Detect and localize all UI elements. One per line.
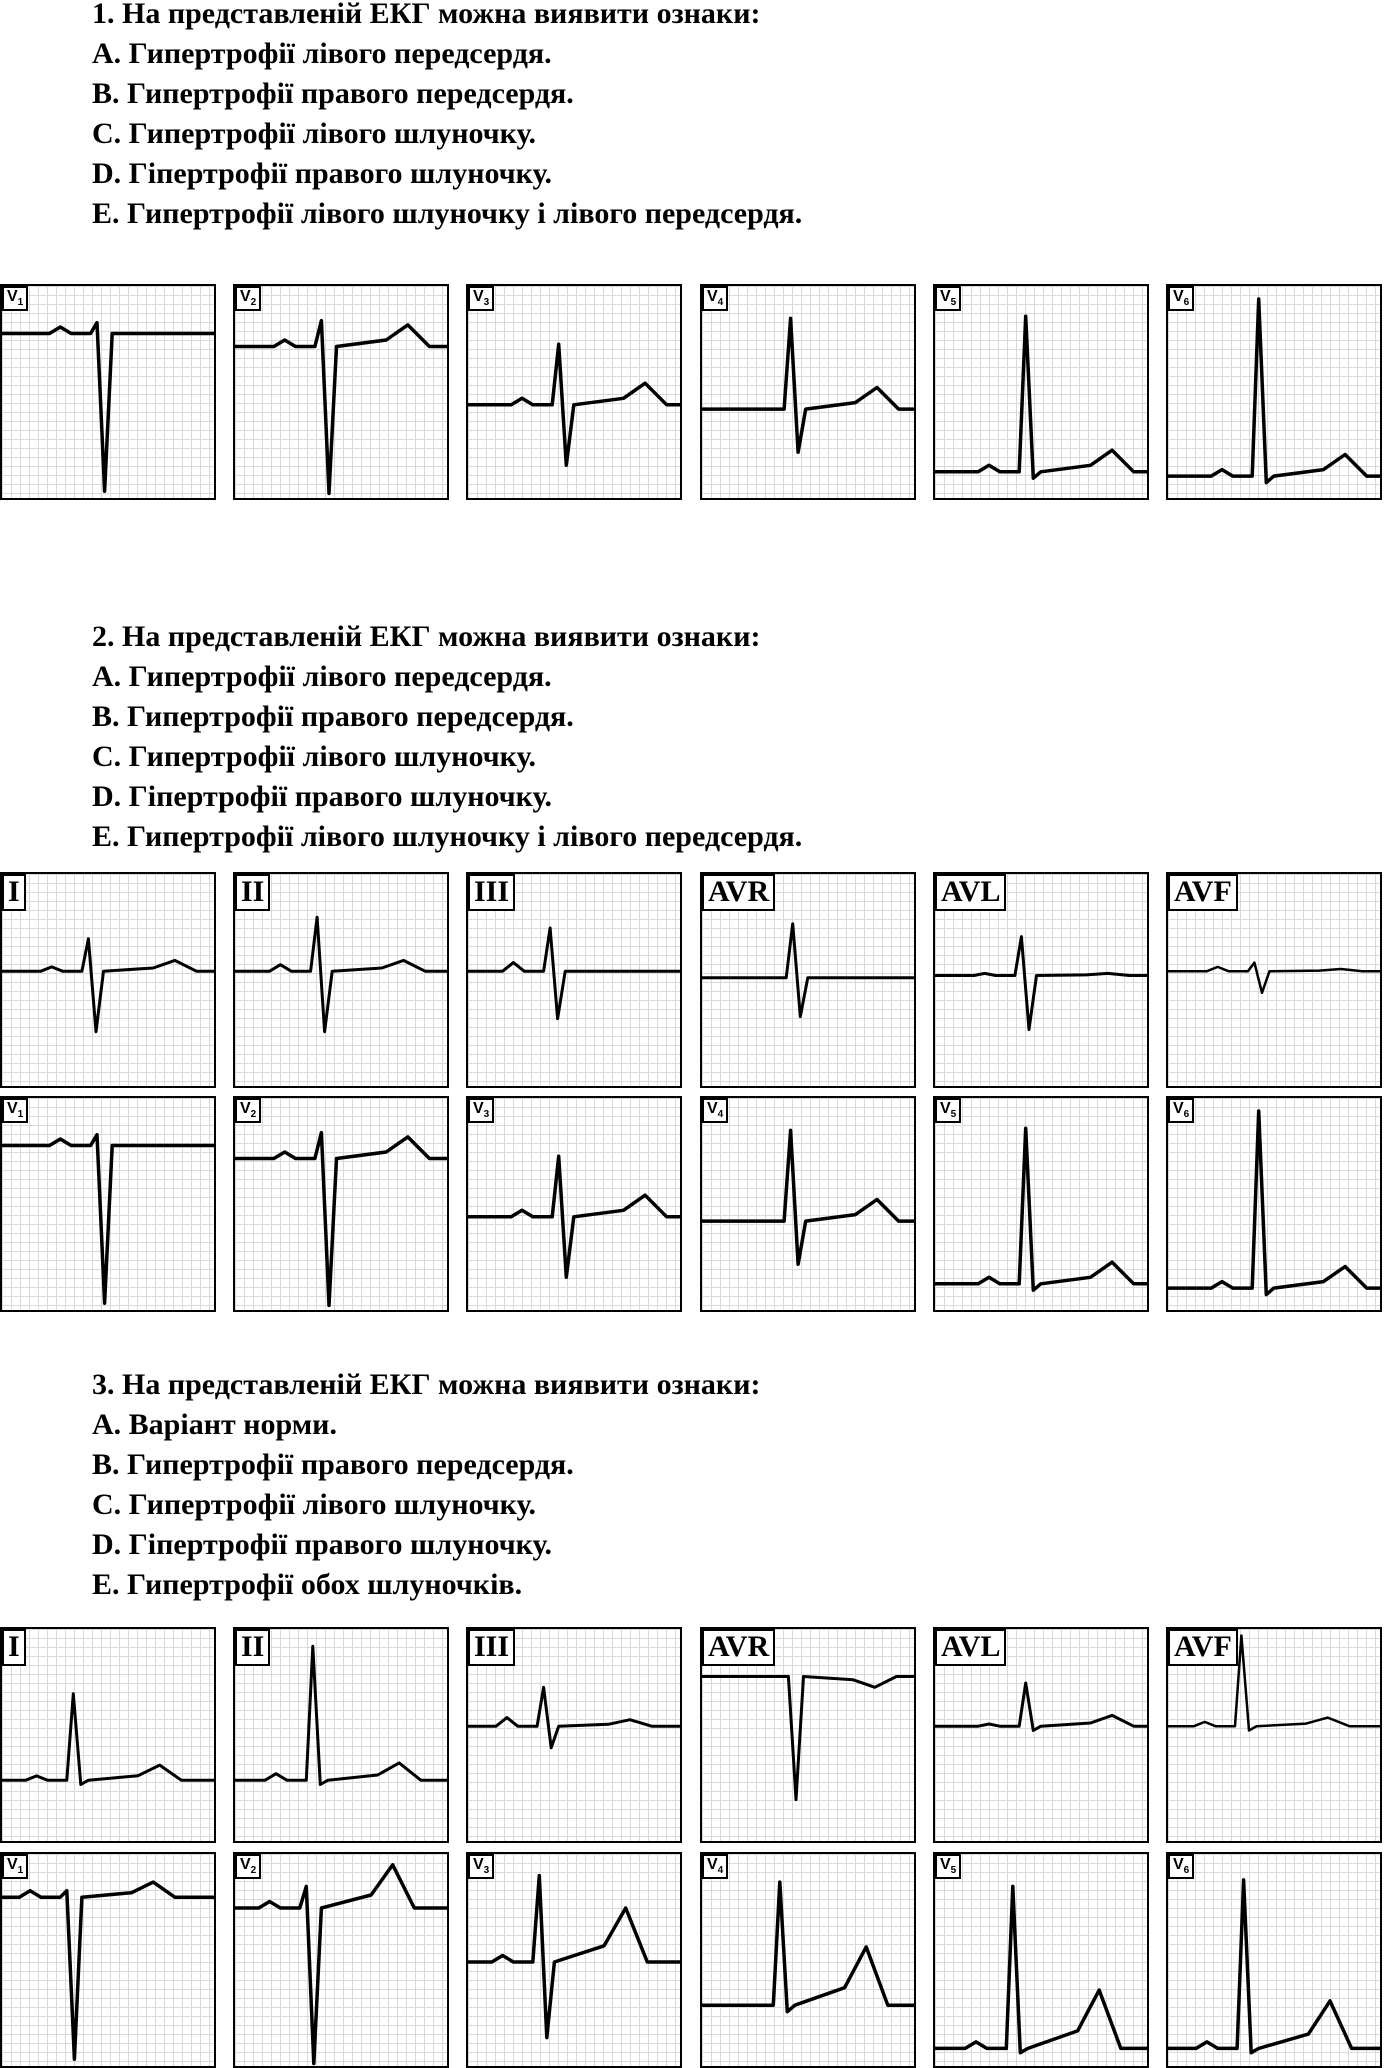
answer-option-e: E. Гипертрофії лівого шлуночку і лівого передсердя. — [92, 197, 803, 230]
lead-name: V — [940, 1856, 951, 1873]
lead-index: 4 — [717, 297, 724, 309]
lead-index: 1 — [17, 297, 24, 309]
lead-name: AVR — [708, 875, 770, 908]
ecg-trace — [468, 1854, 682, 2068]
ecg-trace — [2, 1629, 216, 1843]
lead-index: 4 — [717, 1865, 724, 1877]
ecg-lead-v5 — [933, 1852, 1149, 2068]
ecg-lead-v3 — [466, 1096, 682, 1312]
lead-name: AVF — [1174, 875, 1232, 908]
lead-name: III — [474, 875, 510, 908]
lead-name: V — [240, 288, 251, 305]
ecg-waveform — [468, 928, 682, 1019]
lead-index: 6 — [1183, 1109, 1190, 1121]
lead-label — [468, 874, 515, 911]
lead-name: V — [473, 1856, 484, 1873]
lead-index: 6 — [1183, 297, 1190, 309]
ecg-lead-v2 — [233, 1852, 449, 2068]
ecg-trace — [235, 286, 449, 500]
ecg-waveform — [702, 318, 916, 452]
lead-label — [1168, 1854, 1194, 1879]
ecg-trace — [935, 1854, 1149, 2068]
ecg-lead-avl — [933, 872, 1149, 1088]
lead-name: V — [1173, 1856, 1184, 1873]
ecg-lead-v2 — [233, 1096, 449, 1312]
ecg-lead-v6 — [1166, 1096, 1382, 1312]
lead-name: V — [473, 288, 484, 305]
ecg-trace — [468, 1098, 682, 1312]
lead-index: 1 — [17, 1109, 24, 1121]
ecg-trace — [235, 1098, 449, 1312]
lead-name: V — [240, 1856, 251, 1873]
ecg-waveform — [235, 321, 449, 494]
lead-label — [2, 874, 26, 911]
question-title: 3. На представленій ЕКГ можна виявити ознаки: — [92, 1368, 761, 1401]
lead-name: II — [241, 1630, 265, 1663]
lead-label — [1168, 286, 1194, 311]
ecg-waveform — [935, 1886, 1149, 2052]
lead-name: V — [707, 1100, 718, 1117]
lead-name: V — [473, 1100, 484, 1117]
lead-index: 6 — [1183, 1865, 1190, 1877]
lead-index: 2 — [250, 297, 257, 309]
ecg-trace — [935, 286, 1149, 500]
ecg-waveform — [2, 323, 216, 492]
ecg-waveform — [235, 1133, 449, 1306]
lead-index: 4 — [717, 1109, 724, 1121]
ecg-lead-v6 — [1166, 1852, 1382, 2068]
ecg-waveform — [1168, 1111, 1382, 1295]
lead-index: 5 — [950, 297, 957, 309]
answer-option-d: D. Гіпертрофії правого шлуночку. — [92, 1528, 552, 1561]
ecg-lead-v5 — [933, 284, 1149, 500]
ecg-lead-ii — [233, 872, 449, 1088]
ecg-waveform — [2, 1882, 216, 2059]
ecg-waveform — [935, 1683, 1149, 1731]
ecg-lead-v5 — [933, 1096, 1149, 1312]
lead-name: V — [7, 288, 18, 305]
ecg-waveform — [702, 924, 916, 1017]
ecg-waveform — [2, 1694, 216, 1785]
lead-index: 1 — [17, 1865, 24, 1877]
lead-label — [235, 286, 261, 311]
ecg-waveform — [1168, 1880, 1382, 2053]
answer-option-e: E. Гипертрофії обох шлуночків. — [92, 1568, 523, 1601]
ecg-lead-v2 — [233, 284, 449, 500]
ecg-lead-ii — [233, 1627, 449, 1843]
ecg-trace — [2, 286, 216, 500]
ecg-lead-avl — [933, 1627, 1149, 1843]
ecg-lead-v1 — [0, 1852, 216, 2068]
lead-label — [935, 1098, 961, 1123]
ecg-lead-i — [0, 1627, 216, 1843]
lead-name: V — [7, 1100, 18, 1117]
lead-index: 3 — [483, 297, 490, 309]
ecg-trace — [468, 286, 682, 500]
ecg-trace — [235, 1854, 449, 2068]
lead-label — [935, 874, 1006, 911]
ecg-lead-v4 — [700, 1096, 916, 1312]
ecg-waveform — [702, 1130, 916, 1264]
lead-index: 3 — [483, 1109, 490, 1121]
lead-index: 5 — [950, 1865, 957, 1877]
answer-option-b: B. Гипертрофії правого передсердя. — [92, 700, 574, 733]
ecg-lead-iii — [466, 1627, 682, 1843]
ecg-lead-v4 — [700, 1852, 916, 2068]
lead-index: 5 — [950, 1109, 957, 1121]
ecg-waveform — [1168, 299, 1382, 483]
ecg-lead-avr — [700, 872, 916, 1088]
ecg-lead-avf — [1166, 872, 1382, 1088]
answer-option-e: E. Гипертрофії лівого шлуночку і лівого передсердя. — [92, 820, 803, 853]
ecg-waveform — [468, 1687, 682, 1748]
lead-label — [702, 1098, 728, 1123]
ecg-waveform — [235, 1646, 449, 1784]
lead-label — [1168, 1098, 1194, 1123]
lead-label — [2, 1629, 26, 1666]
answer-option-d: D. Гіпертрофії правого шлуночку. — [92, 157, 552, 190]
lead-label — [468, 1098, 494, 1123]
lead-name: V — [7, 1856, 18, 1873]
ecg-lead-avf — [1166, 1627, 1382, 1843]
lead-index: 2 — [250, 1865, 257, 1877]
lead-label — [235, 1629, 270, 1666]
lead-label — [235, 1098, 261, 1123]
lead-name: V — [940, 1100, 951, 1117]
ecg-waveform — [935, 1128, 1149, 1290]
lead-label — [702, 286, 728, 311]
ecg-trace — [2, 1854, 216, 2068]
ecg-lead-v1 — [0, 1096, 216, 1312]
lead-label — [235, 1854, 261, 1879]
lead-label — [935, 1629, 1006, 1666]
ecg-waveform — [2, 1135, 216, 1304]
ecg-waveform — [702, 1677, 916, 1800]
ecg-waveform — [1168, 963, 1382, 993]
lead-label — [2, 1854, 28, 1879]
answer-option-b: B. Гипертрофії правого передсердя. — [92, 1448, 574, 1481]
lead-label — [468, 1629, 515, 1666]
ecg-waveform — [468, 1156, 682, 1277]
lead-label — [2, 286, 28, 311]
ecg-lead-avr — [700, 1627, 916, 1843]
ecg-trace — [935, 1098, 1149, 1312]
lead-label — [468, 1854, 494, 1879]
ecg-lead-v6 — [1166, 284, 1382, 500]
lead-label — [935, 286, 961, 311]
answer-option-c: C. Гипертрофії лівого шлуночку. — [92, 740, 536, 773]
ecg-waveform — [2, 939, 216, 1032]
lead-name: I — [8, 1630, 20, 1663]
ecg-waveform — [235, 1865, 449, 2064]
ecg-trace — [1168, 1854, 1382, 2068]
lead-label — [2, 1098, 28, 1123]
ecg-lead-v3 — [466, 284, 682, 500]
question-2 — [92, 617, 802, 857]
ecg-waveform — [702, 1882, 916, 2012]
ecg-trace — [2, 874, 216, 1088]
answer-option-b: B. Гипертрофії правого передсердя. — [92, 77, 574, 110]
ecg-trace — [702, 1098, 916, 1312]
lead-name: V — [1173, 288, 1184, 305]
question-title: 1. На представленій ЕКГ можна виявити ознаки: — [92, 0, 761, 30]
question-title: 2. На представленій ЕКГ можна виявити ознаки: — [92, 620, 761, 653]
answer-option-c: C. Гипертрофії лівого шлуночку. — [92, 117, 536, 150]
ecg-lead-i — [0, 872, 216, 1088]
ecg-waveform — [468, 344, 682, 465]
lead-name: I — [8, 875, 20, 908]
answer-option-c: C. Гипертрофії лівого шлуночку. — [92, 1488, 536, 1521]
answer-option-a: A. Гипертрофії лівого передсердя. — [92, 37, 552, 70]
lead-name: II — [241, 875, 265, 908]
lead-index: 3 — [483, 1865, 490, 1877]
ecg-lead-v4 — [700, 284, 916, 500]
lead-name: AVR — [708, 1630, 770, 1663]
answer-option-d: D. Гіпертрофії правого шлуночку. — [92, 780, 552, 813]
ecg-trace — [702, 286, 916, 500]
lead-name: V — [1173, 1100, 1184, 1117]
lead-label — [935, 1854, 961, 1879]
lead-label — [468, 286, 494, 311]
lead-name: V — [240, 1100, 251, 1117]
lead-name: V — [707, 288, 718, 305]
ecg-trace — [1168, 1098, 1382, 1312]
ecg-trace — [2, 1098, 216, 1312]
ecg-waveform — [935, 937, 1149, 1030]
lead-label — [702, 874, 775, 911]
ecg-lead-iii — [466, 872, 682, 1088]
lead-label — [702, 1854, 728, 1879]
question-1 — [92, 0, 802, 234]
lead-name: AVF — [1174, 1630, 1232, 1663]
lead-index: 2 — [250, 1109, 257, 1121]
ecg-lead-v3 — [466, 1852, 682, 2068]
lead-name: V — [707, 1856, 718, 1873]
lead-label — [1168, 1629, 1238, 1666]
ecg-waveform — [935, 316, 1149, 478]
lead-label — [702, 1629, 775, 1666]
ecg-waveform — [235, 917, 449, 1031]
ecg-waveform — [468, 1876, 682, 2038]
ecg-trace — [702, 1854, 916, 2068]
ecg-lead-v1 — [0, 284, 216, 500]
ecg-trace — [1168, 286, 1382, 500]
lead-label — [1168, 874, 1238, 911]
question-3 — [92, 1365, 760, 1605]
lead-name: AVL — [941, 1630, 1001, 1663]
answer-option-a: A. Варіант норми. — [92, 1408, 337, 1441]
lead-label — [235, 874, 270, 911]
lead-name: AVL — [941, 875, 1001, 908]
lead-name: V — [940, 288, 951, 305]
answer-option-a: A. Гипертрофії лівого передсердя. — [92, 660, 552, 693]
lead-name: III — [474, 1630, 510, 1663]
